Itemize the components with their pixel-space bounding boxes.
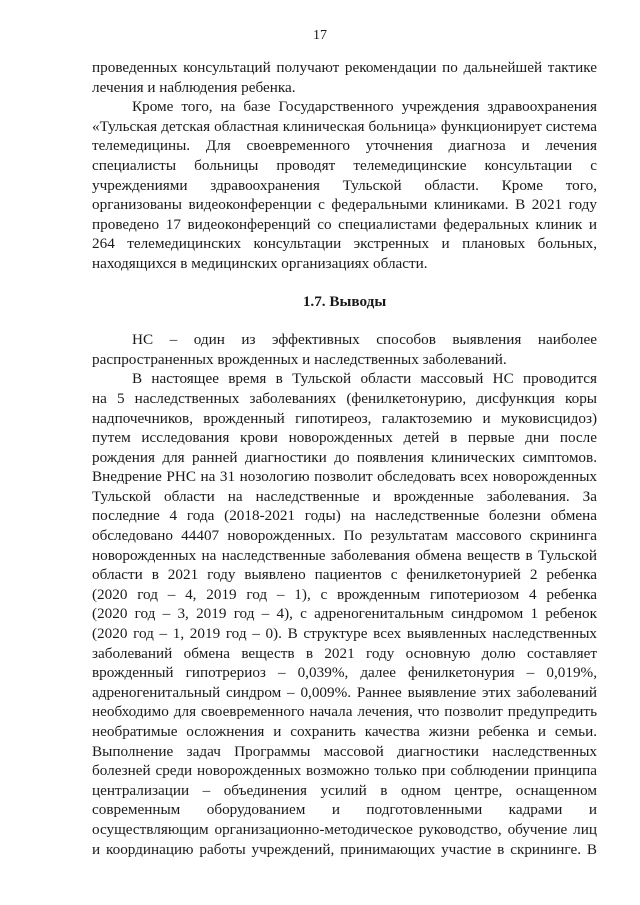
text-line: «Тульская детская областная клиническая больница» функционирует система bbox=[92, 117, 597, 135]
text-line: находящихся в медицинских организациях области. bbox=[92, 254, 428, 272]
text-line: рождения для ранней диагностики до появления клинических симптомов. bbox=[92, 448, 597, 466]
text-line: путем исследования крови новорожденных детей в первые дни после bbox=[92, 429, 597, 447]
text-line: обследовано 44407 новорожденных. По результатам массового скрининга bbox=[92, 527, 597, 545]
section-heading: 1.7. Выводы bbox=[302, 292, 387, 310]
body-text bbox=[92, 58, 597, 859]
text-line: болезней среди новорожденных возможно только при соблюдении принципа bbox=[92, 762, 597, 780]
text-line: распространенных врожденных и наследственных заболеваний. bbox=[92, 350, 507, 368]
text-line: телемедицины. Для своевременного уточнения диагноза и лечения bbox=[92, 137, 597, 155]
paragraph-telemedicine bbox=[92, 97, 597, 273]
text-line: (2020 год – 3, 2019 год – 4), с адреногенитальным синдромом 1 ребенок bbox=[92, 605, 597, 623]
text-line: необратимые осложнения и сохранить качества жизни ребенка и семьи. bbox=[92, 723, 597, 740]
text-line: необходимо для своевременного начала лечения, что позволит предупредить bbox=[92, 703, 597, 721]
text-line: В настоящее время в Тульской области массовый НС проводится bbox=[132, 370, 597, 388]
text-line: и координацию работы учреждений, принимающих участие в скрининге. В bbox=[92, 840, 597, 858]
text-line: Внедрение РНС на 31 нозологию позволит обследовать всех новорожденных bbox=[92, 468, 597, 486]
text-line: специалисты больницы проводят телемедицинские консультации с bbox=[92, 156, 597, 174]
text-line: осуществляющим организационно-методическое руководство, обучение лиц bbox=[92, 820, 597, 838]
text-line: новорожденных на наследственные заболевания обмена веществ в Тульской bbox=[92, 546, 597, 564]
text-line: заболеваний обмена веществ в 2021 году основную долю составляет bbox=[92, 644, 597, 662]
text-line: проведено 17 видеоконференций со специалистами федеральных клиник и bbox=[92, 215, 597, 233]
text-line: организованы видеоконференции с федеральными клиниками. В 2021 году bbox=[92, 196, 597, 214]
text-line: 264 телемедицинских консультации экстренных и плановых больных, bbox=[92, 235, 597, 253]
text-line: лечения и наблюдения ребенка. bbox=[92, 78, 296, 96]
paragraph-ns-definition bbox=[92, 330, 597, 369]
text-line: врожденный гипотрериоз – 0,039%, далее фенилкетонурия – 0,019%, bbox=[92, 664, 597, 682]
text-line: области в 2021 году выявлено пациентов с фенилкетонурией 2 ребенка bbox=[92, 566, 597, 584]
text-line: адреногенитальный синдром – 0,009%. Раннее выявление этих заболеваний bbox=[92, 683, 597, 701]
text-line: (2020 год – 4, 2019 год – 1), с врожденным гипотериозом 4 ребенка bbox=[92, 585, 597, 603]
text-line: (2020 год – 1, 2019 год – 0). В структуре всех выявленных наследственных bbox=[92, 625, 597, 643]
text-line: на 5 наследственных заболеваниях (фенилкетонурию, дисфункция коры bbox=[92, 389, 597, 407]
text-line: современным оборудованием и подготовленными кадрами и bbox=[92, 801, 597, 819]
paragraph-screening bbox=[92, 369, 597, 859]
paragraph-consultations bbox=[92, 58, 597, 97]
text-line: Тульской области на наследственные и врожденные заболевания. За bbox=[92, 487, 597, 505]
text-line: Выполнение задач Программы массовой диагностики наследственных bbox=[92, 742, 597, 760]
text-line: централизации – объединения усилий в одном центре, оснащенном bbox=[92, 781, 597, 799]
text-line: надпочечников, врожденный гипотиреоз, галактоземию и муковисцидоз) bbox=[92, 409, 597, 427]
text-line: НС – один из эффективных способов выявления наиболее bbox=[132, 331, 597, 349]
text-line: Кроме того, на базе Государственного учреждения здравоохранения bbox=[132, 98, 597, 116]
text-line: проведенных консультаций получают рекомендации по дальнейшей тактике bbox=[92, 59, 597, 76]
text-line: учреждениями здравоохранения Тульской области. Кроме того, bbox=[92, 176, 597, 194]
page-number: 17 bbox=[313, 28, 327, 43]
text-line: последние 4 года (2018-2021 годы) на наследственные болезни обмена bbox=[92, 507, 597, 525]
